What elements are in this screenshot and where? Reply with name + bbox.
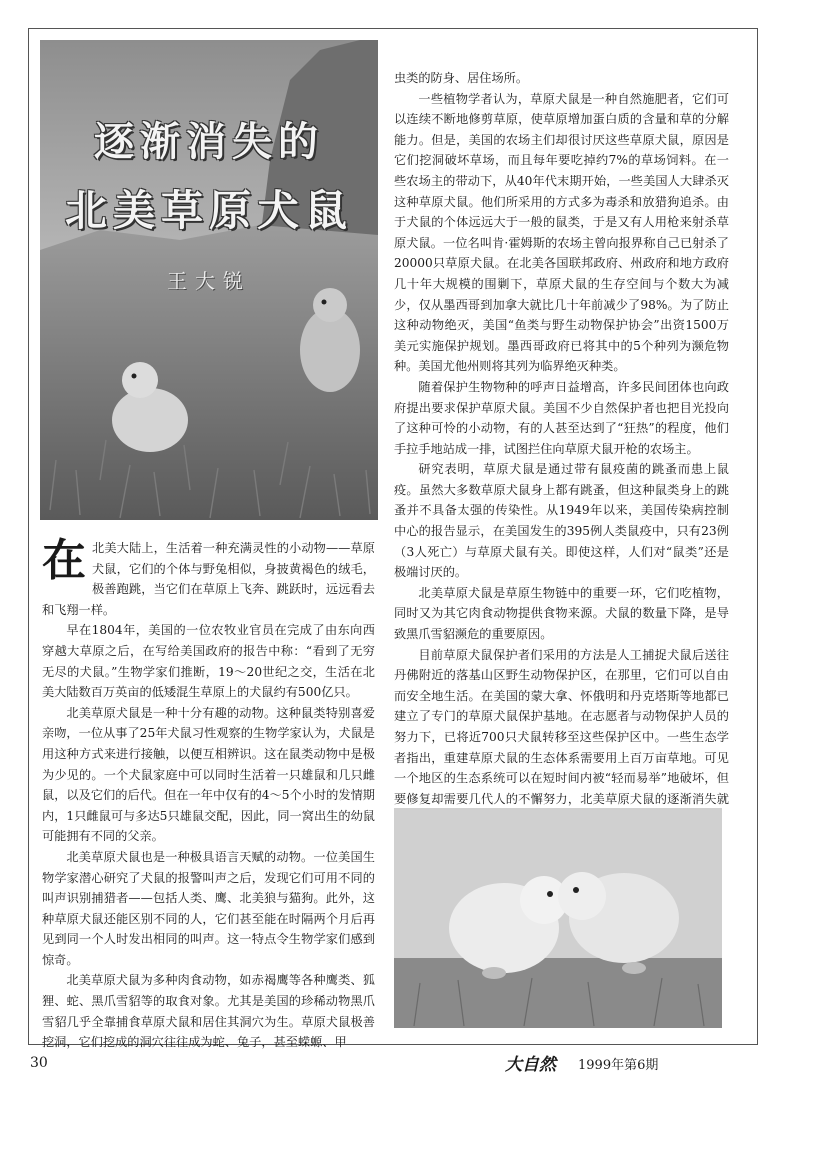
paragraph: 早在1804年，美国的一位农牧业官员在完成了由东向西穿越大草原之后，在写给美国政府的报告中称：“看到了无穷无尽的犬鼠。”生物学家们推断，19～20世纪之交，生活在北美大陆数百万英亩的低矮混生草原上的犬鼠约有500亿只。 — [42, 623, 375, 700]
paragraph: 研究表明，草原犬鼠是通过带有鼠疫菌的跳蚤而患上鼠疫。虽然大多数草原犬鼠身上都有跳蚤，但这种鼠类身上的跳蚤并不具备太强的传染性。从1949年以来，美国传染病控制中心的报告显示，在美国发生的395例人类鼠疫中，只有23例（3人死亡）与草原犬鼠有关。即使这样，人们对“鼠类”还是极端讨厌的。 — [394, 462, 729, 580]
page-number: 30 — [30, 1055, 48, 1071]
paragraph: 随着保护生物物种的呼声日益增高，许多民间团体也向政府提出要求保护草原犬鼠。美国不少自然保护者也把目光投向了这种可怜的小动物，有的人甚至达到了“狂热”的程度，他们手拉手地站成一排，试图拦住向草原犬鼠开枪的农场主。 — [394, 379, 729, 456]
paragraph: 虫类的防身、居住场所。 — [394, 71, 529, 85]
kissing-prairie-dogs-photo — [394, 808, 722, 1028]
article-title-line1: 逐渐消失的 — [94, 119, 324, 165]
paragraph: 北美草原犬鼠为多种肉食动物，如赤褐鹰等各种鹰类、狐狸、蛇、黑爪雪貂等的取食对象。尤其是美国的珍稀动物黑爪雪貂几乎全靠捕食草原犬鼠和居住其洞穴为生。草原犬鼠极善挖洞，它们挖成的洞穴往往成为蛇、兔子，甚至蝾螈、甲 — [42, 973, 375, 1050]
right-text-column — [394, 68, 729, 830]
paragraph: 一些植物学者认为，草原犬鼠是一种自然施肥者，它们可以连续不断地修剪草原，使草原增加蛋白质的含量和草的分解能力。但是，美国的农场主们却很讨厌这些草原犬鼠，原因是它们挖洞破坏草场，而且每年要吃掉约7%的草场饲料。在一些农场主的带动下，从40年代末期开始，一些美国人大肆杀灭这种草原犬鼠。他们所采用的方式多为毒杀和放猎狗追杀。由于犬鼠的个体远远大于一般的鼠类，于是又有人用枪来射杀草原犬鼠。一位名叫肯·霍姆斯的农场主曾向报界称自己已射杀了20000只草原犬鼠。在北美各国联邦政府、州政府和地方政府几十年大规模的围剿下，草原犬鼠的生存空间与个数大为减少，仅从墨西哥到加拿大就比几十年前减少了98%。为了防止这种动物绝灭，美国“鱼类与野生动物保护协会”出资1500万美元实施保护规划。墨西哥政府已将其中的5个种列为濒危物种。美国尤他州则将其列为临界绝灭种类。 — [394, 91, 729, 374]
paragraph: 目前草原犬鼠保护者们采用的方法是人工捕捉犬鼠后送往丹佛附近的落基山区野生动物保护区，在那里，它们可以自由而安全地生活。在美国的蒙大拿、怀俄明和丹克塔斯等地都已建立了专门的草原犬鼠保护基地。在志愿者与动物保护人员的努力下，已将近700只犬鼠转移至这些保护区中。一些生态学者指出，重建草原犬鼠的生态体系需要用上百万亩草地。可见一个地区的生态系统可以在短时间内被“轻而易举”地破坏，但要修复却需要几代人的不懈努力，北美草原犬鼠的逐渐消失就 — [394, 647, 729, 806]
hero-photo — [40, 40, 378, 520]
author-name: 王大锐 — [167, 269, 251, 293]
paragraph: 在北美大陆上，生活着一种充满灵性的小动物——草原犬鼠，它们的个体与野兔相似，身披黄褐色的绒毛，极善跑跳，当它们在草原上飞奔、跳跃时，远远看去和飞翔一样。 — [42, 535, 375, 617]
paragraph: 北美草原犬鼠是一种十分有趣的动物。这种鼠类特别喜爱亲吻，一位从事了25年犬鼠习性观察的生物学家认为，犬鼠是用这种方式来进行接触，以便互相辨识。这在鼠类动物中是极为少见的。一个犬鼠家庭中可以同时生活着一只雄鼠和几只雌鼠，以及它们的后代。但在一年中仅有的4～5个小时的发情期内，1只雌鼠可与多达5只雄鼠交配，因此，同一窝出生的幼鼠可能拥有不同的父亲。 — [42, 705, 375, 844]
left-text-column — [42, 535, 375, 1053]
issue-label: 1999年第6期 — [578, 1058, 659, 1073]
drop-cap: 在 — [42, 535, 86, 586]
paragraph: 北美草原犬鼠也是一种极具语言天赋的动物。一位美国生物学家潜心研究了犬鼠的报警叫声之后，发现它们可用不同的叫声识别捕猎者——包括人类、鹰、北美狼与猫狗。此外，这种草原犬鼠还能区别不同的人，它们甚至能在时隔两个月后再见到同一个人时发出相同的叫声。这一特点令生物学家们感到惊奇。 — [42, 849, 375, 967]
magazine-name: 大自然 — [505, 1055, 556, 1075]
article-title-line2: 北美草原犬鼠 — [64, 186, 353, 235]
prairie-dogs-kissing-image — [394, 808, 722, 1028]
paragraph: 北美草原犬鼠是草原生物链中的重要一环，它们吃植物，同时又为其它肉食动物提供食物来源。犬鼠的数量下降，是导致黑爪雪貂濒危的重要原因。 — [394, 585, 729, 642]
